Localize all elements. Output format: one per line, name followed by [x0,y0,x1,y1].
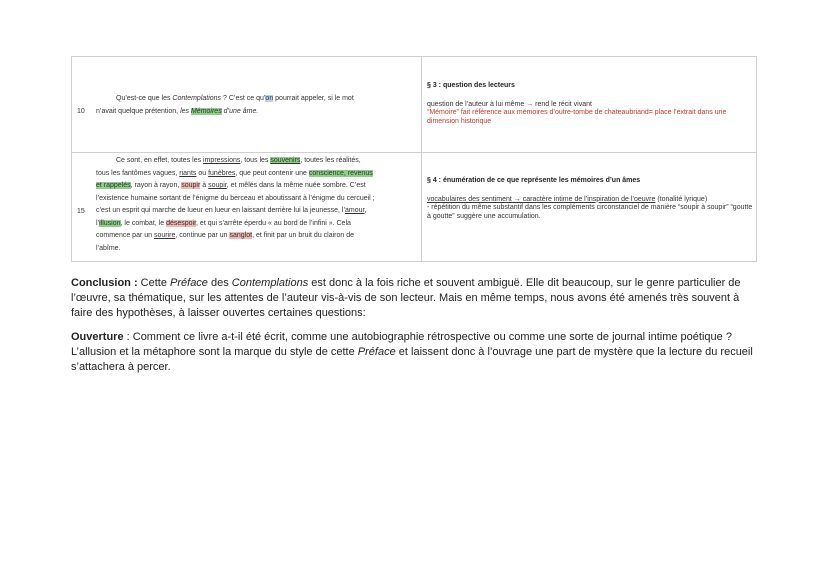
conclusion-label: Conclusion : [71,277,138,289]
conclusion-paragraph: Conclusion : Cette Préface des Contemplations est donc à la fois riche et souvent ambiguë. Elle dit beaucoup, sur le genre particulier de l’œuvre, sa thématique, sur les attentes de l’auteur vis-à-vis de son lecteur. Mais en même temps, nous avons été amenés très souvent à faire des hypothèses, à laisser ouvertes certaines questions: [71,277,741,319]
section-heading: § 4 : énumération de ce que représente les mémoires d’un âmes [427,177,641,184]
commentary: § 4 : énumération de ce que représente les mémoires d’un âmes vocabulaires des sentiment → caractère intime de l’inspiration de l’oeuvre (tonalité lyrique) - répétition du même substantif dans les compléments circonstanciel de manière “soupir à soupir” “goutte à goutte” suggère une accumulation. [427,177,753,220]
table-row [72,153,756,261]
line-number: 10 [77,108,85,115]
section-heading: § 3 : question des lecteurs [427,82,515,89]
column-divider [421,153,422,261]
commentary: § 3 : question des lecteurs question de l’auteur à lui même → rend le récit vivant “Mémoire” fait référence aux mémoires d’outre-tombe de chateaubriand= place l’extrait dans une dimension historique [427,82,753,126]
analysis-table [71,56,757,262]
source-text: Qu’est-ce que les Contemplations ? C’est ce qu’on pourrait appeler, si le mot n’avait quelque prétention, les Mémoires d’une âme. [96,95,354,115]
table-row [72,57,756,153]
source-text: Ce sont, en effet, toutes les impressions, tous les souvenirs, toutes les réalités, tous les fantômes vagues, riants ou funèbres, que peut contenir une conscience, revenus et rappelés, rayon à rayon, soupir à soupir, et mêlés dans la même nuée sombre. C’est l’existence humaine sortant de l’énigme du berceau et aboutissant à l’énigme du cercueil ; c’est un esprit qui marche de lueur en lueur en laissant derrière lui la jeunesse, l’amour, l’illusion, le combat, le désespoir, et qui s’arrête éperdu « au bord de l’infini ». Cela commence par un sourire, continue par un sanglot, et finit par un bruit du clairon de l’abîme. [96,157,375,252]
ouverture-label: Ouverture [71,331,124,343]
line-number: 15 [77,208,85,215]
column-divider [421,57,422,152]
ouverture-paragraph: Ouverture : Comment ce livre a-t-il été écrit, comme une autobiographie rétrospective ou comme une sorte de journal intime poétique ? L’allusion et la métaphore sont la marque du style de cette Préface et laissent donc à l’ouvrage une part de mystère que la lecture du recueil s’attachera à percer. [71,331,753,373]
